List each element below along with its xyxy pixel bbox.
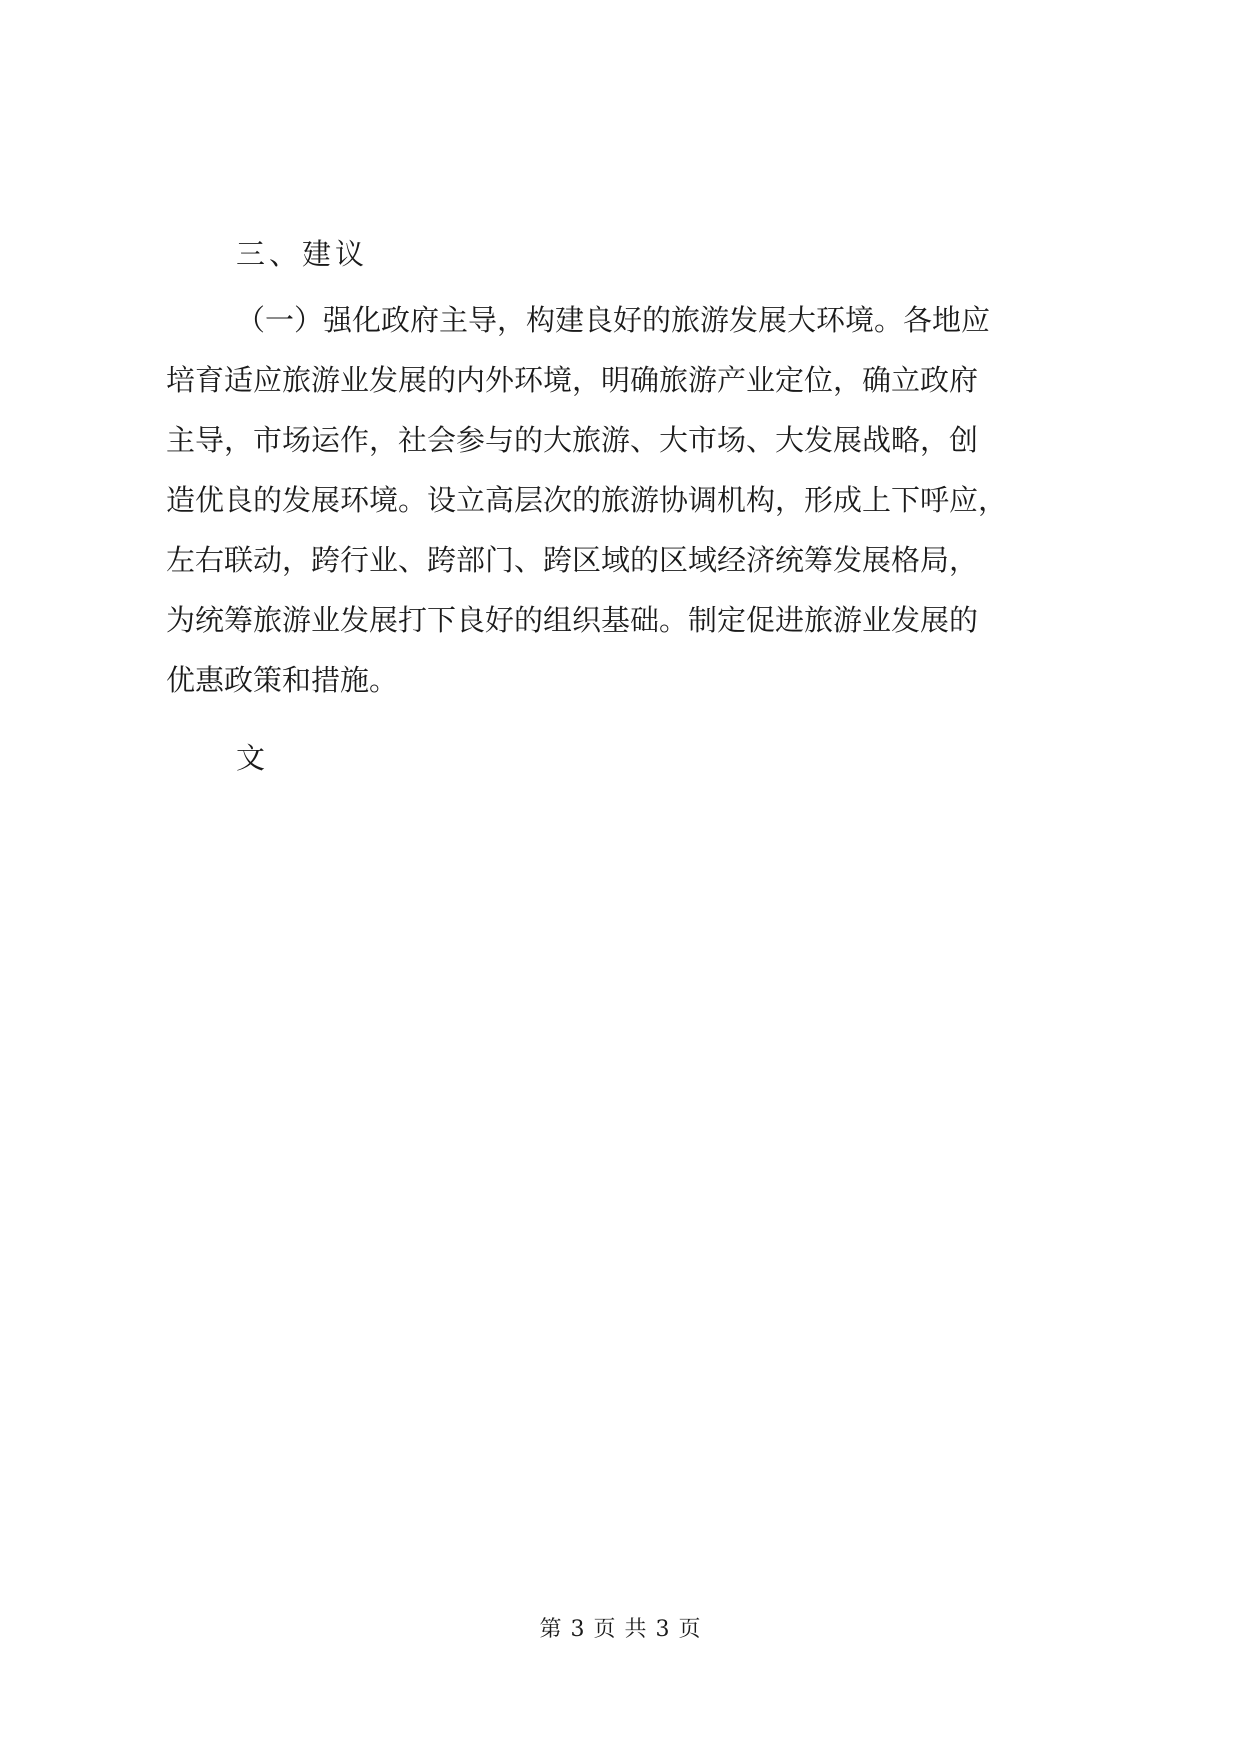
paragraph-line: 造优良的发展环境。设立高层次的旅游协调机构，形成上下呼应， xyxy=(166,483,1008,517)
paragraph-line: 为统筹旅游业发展打下良好的组织基础。制定促进旅游业发展的 xyxy=(166,603,979,637)
paragraph-line: （一）强化政府主导，构建良好的旅游发展大环境。各地应 xyxy=(236,303,991,337)
paragraph-line: 优惠政策和措施。 xyxy=(166,663,399,697)
page-footer: 第 3 页 共 3 页 xyxy=(539,1617,702,1642)
paragraph-line: 左右联动，跨行业、跨部门、跨区域的区域经济统筹发展格局， xyxy=(166,543,979,577)
paragraph-suggestion-1 xyxy=(166,290,1086,710)
paragraph-line: 主导，市场运作，社会参与的大旅游、大市场、大发展战略，创 xyxy=(166,423,979,457)
section-heading: 三、建议 xyxy=(236,237,369,271)
stray-character: 文 xyxy=(236,741,266,775)
paragraph-line: 培育适应旅游业发展的内外环境，明确旅游产业定位，确立政府 xyxy=(166,363,979,397)
